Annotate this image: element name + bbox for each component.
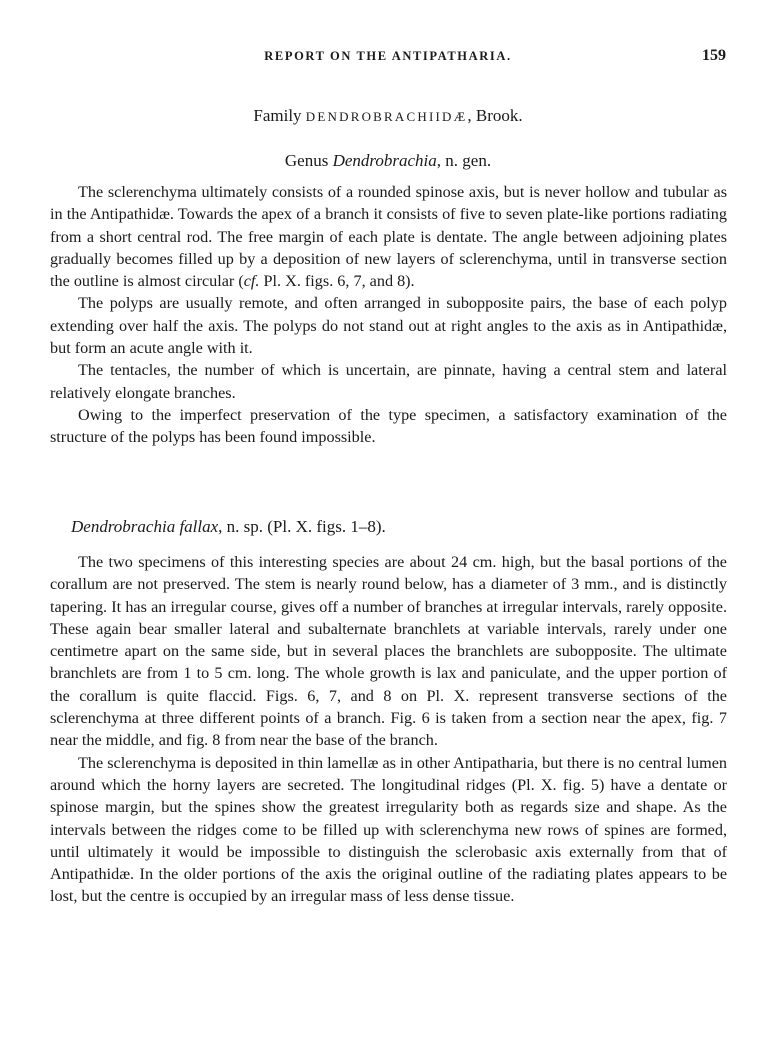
species-paragraph-1: The two specimens of this interesting species are about 24 cm. high, but the basal portions of the corallum are not preserved. The stem is nearly round below, has a diameter of 3 mm., and is distinctly tapering. It has an irregular course, gives off a number of branches at irregular intervals, rarely opposite. These again bear smaller lateral and subalternate branchlets at variable intervals, rarely under one centimetre apart on the same side, but in several places the branchlets are subopposite. The ultimate branchlets are from 1 to 5 cm. long. The whole growth is lax and paniculate, and the upper portion of the corallum is quite flaccid. Figs. 6, 7, and 8 on Pl. X. represent transverse sections of the sclerenchyma at three different points of a branch. Fig. 6 is taken from a section near the apex, fig. 7 near the middle, and fig. 8 from near the base of the branch. bbox=[50, 553, 727, 750]
running-title: REPORT ON THE ANTIPATHARIA. bbox=[264, 49, 512, 63]
genus-name: Dendrobrachia bbox=[332, 151, 437, 170]
species-heading bbox=[71, 517, 386, 537]
species-name: Dendrobrachia fallax bbox=[71, 517, 219, 536]
species-description bbox=[50, 551, 727, 908]
family-prefix: Family bbox=[253, 106, 302, 125]
genus-paragraph-4: Owing to the imperfect preservation of the type specimen, a satisfactory examination of the structure of the polyps has been found impossible. bbox=[50, 405, 727, 447]
genus-paragraph-1 bbox=[50, 181, 727, 292]
genus-heading bbox=[0, 151, 776, 171]
species-paragraph-2: The sclerenchyma is deposited in thin lamellæ as in other Antipatharia, but there is no central lumen around which the horny layers are secreted. The longitudinal ridges (Pl. X. fig. 5) have a dentate or spinose margin, but the spines show the greatest irregularity both as regards size and shape. As the intervals between the ridges come to be filled up with sclerenchyma new rows of spines are formed, until ultimately it would be impossible to distinguish the sclerobasic axis externally from that of Antipathidæ. In the older portions of the axis the original outline of the radiating plates appears to be lost, but the centre is occupied by an irregular mass of less dense tissue. bbox=[50, 753, 727, 906]
page-number: 159 bbox=[702, 47, 726, 64]
family-authority: , Brook. bbox=[467, 106, 523, 125]
genus-paragraph-1-text-b: Pl. X. figs. 6, 7, and 8). bbox=[259, 272, 415, 291]
genus-paragraph-2: The polyps are usually remote, and often arranged in subopposite pairs, the base of each polyp extending over half the axis. The polyps do not stand out at right angles to the axis as in Antipathidæ, but form an acute angle with it. bbox=[50, 294, 727, 358]
running-head bbox=[50, 49, 726, 69]
species-suffix: , n. sp. (Pl. X. figs. 1–8). bbox=[218, 517, 386, 536]
family-name: DENDROBRACHIIDÆ bbox=[305, 109, 468, 124]
genus-description bbox=[50, 181, 727, 449]
genus-prefix: Genus bbox=[284, 151, 329, 170]
genus-suffix: , n. gen. bbox=[436, 151, 492, 170]
genus-paragraph-1-cf: cf. bbox=[243, 272, 260, 291]
genus-paragraph-1-text-a: The sclerenchyma ultimately consists of a rounded spinose axis, but is never hollow and tubular as in the Antipathidæ. Towards the apex of a branch it consists of five to seven plate-like portions radiating from a short central rod. The free margin of each plate is dentate. The angle between adjoining plates gradually becomes filled up by a deposition of new layers of sclerenchyma, until in transverse section the outline is almost circular ( bbox=[50, 183, 727, 291]
genus-paragraph-3: The tentacles, the number of which is uncertain, are pinnate, having a central stem and lateral relatively elongate branches. bbox=[50, 361, 727, 402]
family-heading bbox=[0, 106, 776, 126]
